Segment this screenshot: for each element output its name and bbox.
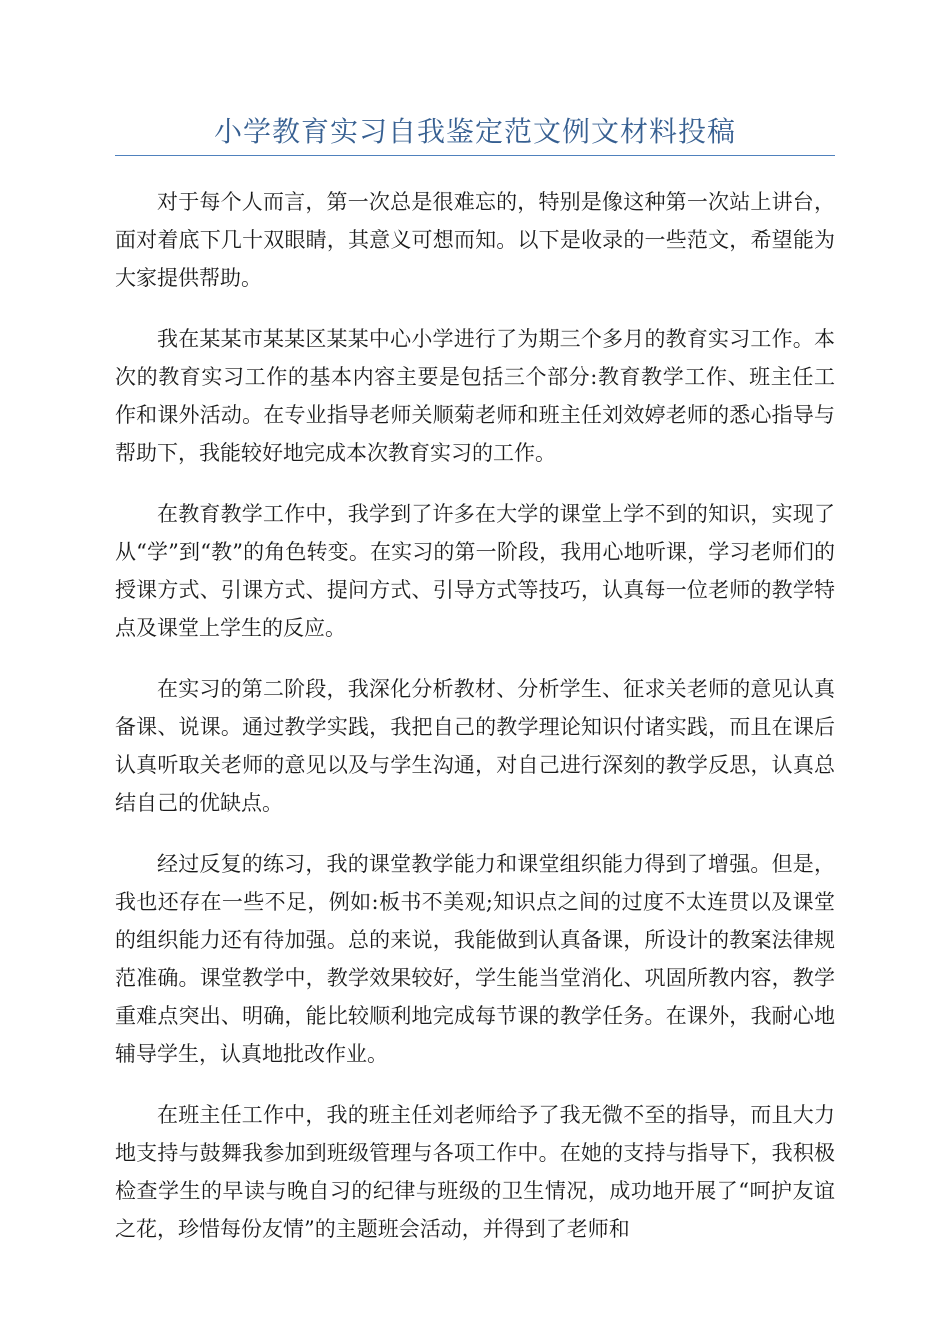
paragraph-intro: 对于每个人而言，第一次总是很难忘的，特别是像这种第一次站上讲台，面对着底下几十双眼睛，其意义可想而知。以下是收录的一些范文，希望能为大家提供帮助。: [115, 190, 835, 290]
document-body: [115, 183, 835, 1271]
paragraph-head-teacher-work: 在班主任工作中，我的班主任刘老师给予了我无微不至的指导，而且大力地支持与鼓舞我参加到班级管理与各项工作中。在她的支持与指导下，我积极检查学生的早读与晚自习的纪律与班级的卫生情况，成功地开展了“呵护友谊之花，珍惜每份友情”的主题班会活动，并得到了老师和: [115, 1103, 835, 1241]
title-underline: [115, 155, 835, 156]
paragraph-teaching-stage-two: 在实习的第二阶段，我深化分析教材、分析学生、征求关老师的意见认真备课、说课。通过教学实践，我把自己的教学理论知识付诸实践，而且在课后认真听取关老师的意见以及与学生沟通，对自己进行深刻的教学反思，认真总结自己的优缺点。: [115, 677, 835, 815]
paragraph-overview: 我在某某市某某区某某中心小学进行了为期三个多月的教育实习工作。本次的教育实习工作的基本内容主要是包括三个部分:教育教学工作、班主任工作和课外活动。在专业指导老师关顺菊老师和班主任刘效婷老师的悉心指导与帮助下，我能较好地完成本次教育实习的工作。: [115, 327, 835, 465]
document-title: 小学教育实习自我鉴定范文例文材料投稿: [213, 115, 736, 148]
paragraph-reflection: 经过反复的练习，我的课堂教学能力和课堂组织能力得到了增强。但是，我也还存在一些不足，例如:板书不美观;知识点之间的过度不太连贯以及课堂的组织能力还有待加强。总的来说，我能做到认真备课，所设计的教案法律规范准确。课堂教学中，教学效果较好，学生能当堂消化、巩固所教内容，教学重难点突出、明确，能比较顺利地完成每节课的教学任务。在课外，我耐心地辅导学生，认真地批改作业。: [115, 852, 835, 1066]
paragraph-teaching-stage-one: 在教育教学工作中，我学到了许多在大学的课堂上学不到的知识，实现了从“学”到“教”的角色转变。在实习的第一阶段，我用心地听课，学习老师们的授课方式、引课方式、提问方式、引导方式等技巧，认真每一位老师的教学特点及课堂上学生的反应。: [115, 502, 835, 640]
